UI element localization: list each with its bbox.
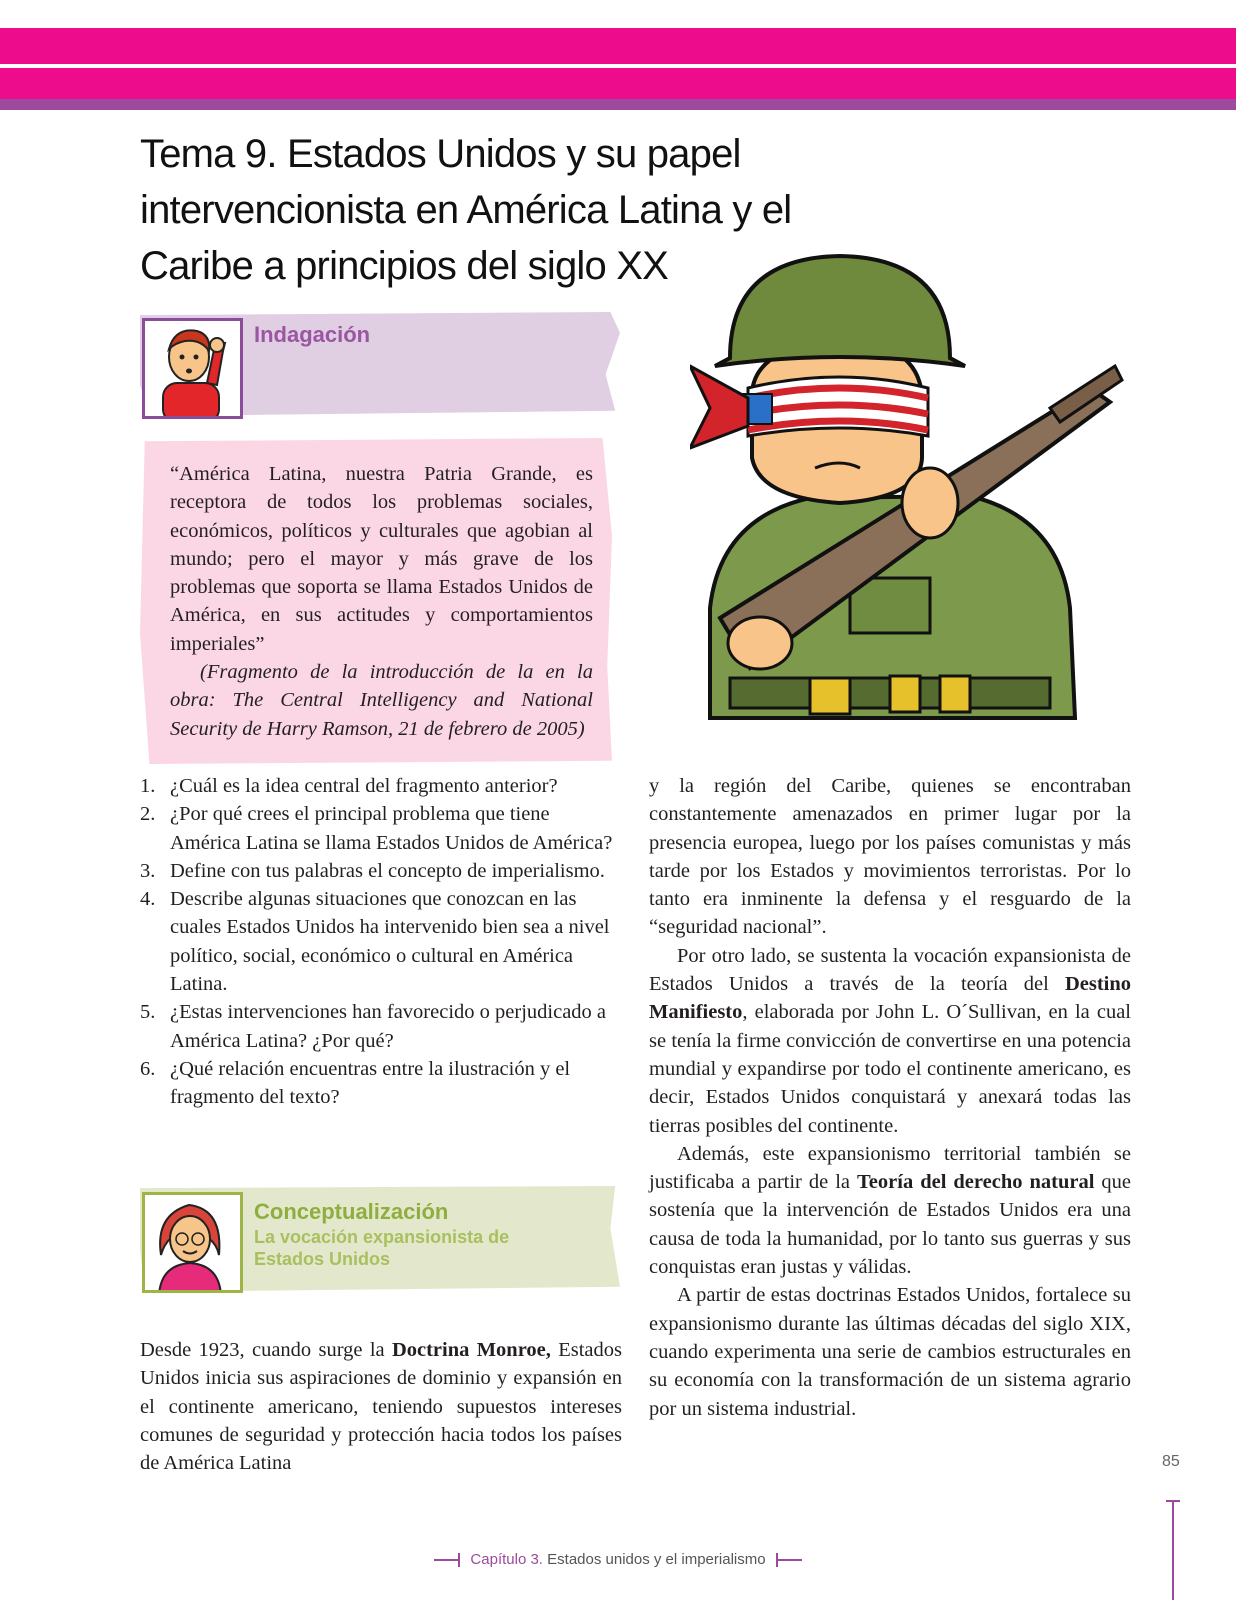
quote-content — [170, 460, 593, 743]
question-text: Describe algunas situaciones que conozcan en las cuales Estados Unidos ha intervenido bien sea a nivel político, social, económico o cultural en América Latina. — [170, 888, 610, 996]
footer-title: Estados unidos y el imperialismo — [547, 1551, 766, 1568]
page-title: Tema 9. Estados Unidos y su papel intervencionista en América Latina y el Caribe a principios del siglo XX — [140, 132, 792, 288]
body-paragraph-2 — [649, 942, 1131, 1140]
page-number: 85 — [1162, 1453, 1180, 1470]
question-list — [140, 772, 620, 1112]
quote-text: “América Latina, nuestra Patria Grande, es receptora de todos los problemas sociales, económicos, políticos y culturales que agobian al mundo; pero el mayor y más grave de los problemas que soporta se llama Estados Unidos de América, en sus actitudes y comportamientos imperiales” — [170, 463, 593, 655]
conceptualizacion-avatar — [142, 1192, 243, 1293]
question-item — [140, 772, 620, 800]
question-number: 2. — [140, 803, 156, 826]
question-item — [140, 857, 620, 885]
blindfolded-soldier-illustration — [690, 248, 1140, 753]
text-run: que sostenía que la intervención de Estados Unidos era una causa de toda la humanidad, por lo tanto sus guerras y sus conquistas eran justas y válidas. — [649, 1171, 1131, 1279]
footer-marker-left — [434, 1559, 460, 1561]
question-number: 5. — [140, 1001, 156, 1024]
question-item — [140, 1055, 620, 1112]
term-destino-manifiesto: Destino Manifiesto — [649, 973, 1131, 1024]
footer-marker-right — [776, 1559, 802, 1561]
thinking-boy-icon — [145, 321, 240, 416]
question-item — [140, 998, 620, 1055]
question-item — [140, 800, 620, 857]
question-text: ¿Qué relación encuentras entre la ilustración y el fragmento del texto? — [170, 1057, 571, 1109]
text-run: Por otro lado, se sustenta la vocación expansionista de Estados Unidos a través de la teoría del — [649, 944, 1131, 996]
question-number: 6. — [140, 1057, 156, 1080]
indagacion-label: Indagación — [254, 322, 371, 347]
text-run: , elaborada por John L. O´Sullivan, en la cual se tenía la firme convicción de convertirse en una potencia mundial y expandirse por todo el continente americano, es decir, Estados Unidos conquistará y anexará todas las tierras posibles del continente. — [649, 1001, 1131, 1137]
question-number: 3. — [140, 859, 156, 882]
body-paragraph-1-continued: y la región del Caribe, quienes se encontraban constantemente amenazados en primer lugar por la presencia europea, luego por los países comunistas y más tarde por los Estados y movimientos terroristas. Por lo tanto era inminente la defensa y el resguardo de la “seguridad nacional”. — [649, 775, 1131, 939]
header-band-middle — [0, 68, 1236, 99]
question-text: ¿Cuál es la idea central del fragmento anterior? — [170, 775, 558, 797]
conceptualizacion-title: Conceptualización — [254, 1199, 449, 1224]
question-number: 4. — [140, 888, 156, 911]
body-paragraph-4: A partir de estas doctrinas Estados Unidos, fortalece su expansionismo durante las últimas décadas del siglo XIX, cuando experimenta una serie de cambios estructurales en su economía con la transformación de un sistema agrario por un sistema industrial. — [649, 1284, 1131, 1420]
indagacion-avatar — [142, 318, 243, 419]
question-text: Define con tus palabras el concepto de imperialismo. — [170, 859, 605, 882]
term-derecho-natural: Teoría del derecho natural — [857, 1171, 1095, 1194]
page-footer — [0, 1551, 1236, 1568]
question-number: 1. — [140, 775, 156, 797]
text-run: Desde 1923, cuando surge la — [140, 1339, 392, 1361]
question-text: ¿Estas intervenciones han favorecido o perjudicado a América Latina? ¿Por qué? — [170, 1001, 607, 1052]
conceptualizacion-subtitle: La vocación expansionista de Estados Unidos — [254, 1227, 510, 1269]
girl-icon — [145, 1195, 240, 1290]
text-run: Además, este expansionismo territorial también se justificaba a partir de la — [649, 1142, 1131, 1194]
right-column — [649, 772, 1131, 1423]
header-band-top — [0, 28, 1236, 64]
margin-rule — [1172, 1500, 1174, 1600]
text-run: Estados Unidos inicia sus aspiraciones de dominio y expansión en el continente americano, teniendo supuestos intereses comunes de seguridad y protección hacia todos los países de América Latina — [140, 1339, 622, 1475]
body-paragraph-3 — [649, 1140, 1131, 1281]
question-item — [140, 885, 620, 998]
header-band-bottom — [0, 99, 1236, 110]
body-paragraph-1 — [140, 1336, 622, 1477]
term-doctrina-monroe: Doctrina Monroe, — [391, 1339, 551, 1361]
question-text: ¿Por qué crees el principal problema que tiene América Latina se llama Estados Unidos de América? — [170, 803, 613, 854]
footer-chapter: Capítulo 3. — [470, 1551, 543, 1568]
quote-source: (Fragmento de la introducción de la en la obra: The Central Intelligency and National Security de Harry Ramson, 21 de febrero de 2005) — [170, 661, 593, 740]
